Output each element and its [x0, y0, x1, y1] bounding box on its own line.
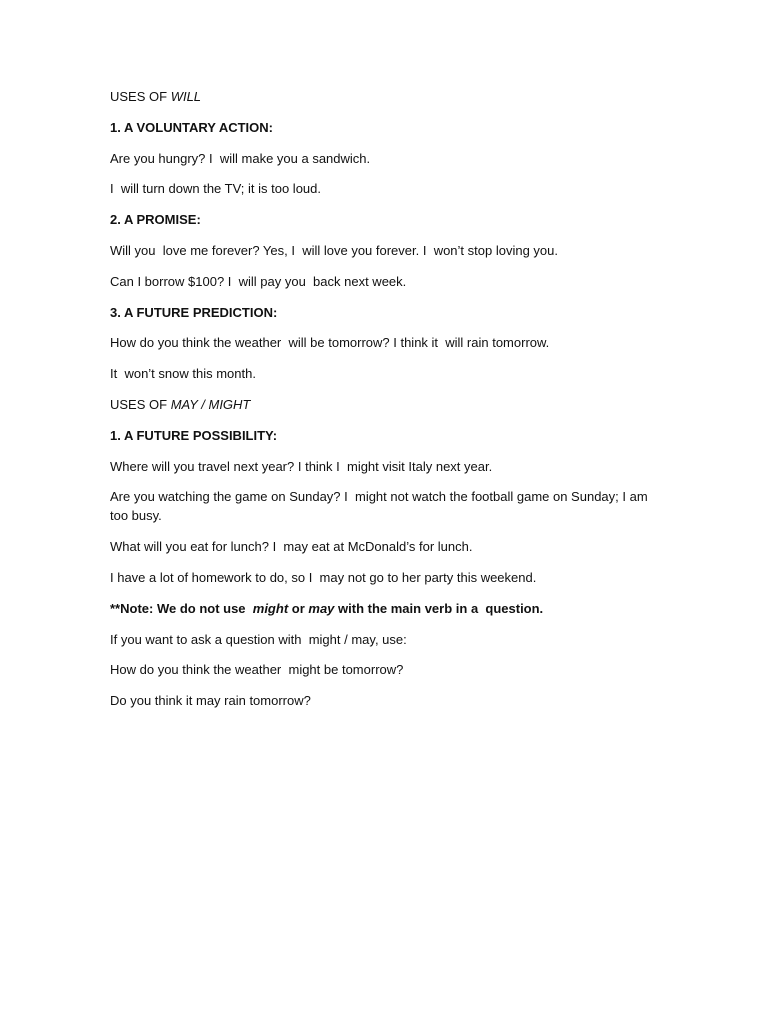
example-sentence: Are you hungry? I will make you a sandwich.: [110, 150, 371, 166]
note-text: or: [288, 600, 309, 616]
heading-prefix: USES OF: [110, 89, 171, 104]
section-title-future-possibility: 1. A FUTURE POSSIBILITY:: [110, 427, 278, 443]
heading-word: WILL: [170, 89, 202, 104]
section-title-future-prediction: 3. A FUTURE PREDICTION:: [110, 304, 278, 320]
note-text: with the main verb in a question.: [334, 600, 544, 616]
heading-uses-of-may-might: [110, 395, 658, 414]
heading-uses-of-will: [110, 87, 658, 106]
example-sentence: Can I borrow $100? I will pay you back next week.: [110, 273, 407, 289]
note-emphasis-might: might: [252, 600, 289, 616]
document-body: [110, 87, 658, 722]
example-sentence: Will you love me forever? Yes, I will love you forever. I won’t stop loving you.: [110, 242, 558, 258]
example-sentence: What will you eat for lunch? I may eat at McDonald’s for lunch.: [110, 539, 473, 555]
note-text: **Note: We do not use: [110, 600, 253, 616]
example-sentence: I have a lot of homework to do, so I may not go to her party this weekend.: [110, 569, 537, 585]
example-sentence: How do you think the weather might be tomorrow?: [110, 662, 404, 678]
example-sentence: Do you think it may rain tomorrow?: [110, 693, 311, 709]
example-sentence: It won’t snow this month.: [110, 366, 256, 382]
section-title-promise: 2. A PROMISE:: [110, 212, 201, 228]
example-sentence: Where will you travel next year? I think I might visit Italy next year.: [110, 458, 493, 474]
example-sentence: I will turn down the TV; it is too loud.: [110, 181, 321, 197]
note-instruction: If you want to ask a question with might / may, use:: [110, 631, 407, 647]
section-title-voluntary-action: 1. A VOLUNTARY ACTION:: [110, 119, 273, 135]
heading-prefix: USES OF: [110, 396, 171, 412]
heading-word: MAY / MIGHT: [170, 396, 251, 412]
example-sentence: How do you think the weather will be tomorrow? I think it will rain tomorrow.: [110, 335, 550, 351]
note-line: [110, 599, 658, 618]
example-sentence: Are you watching the game on Sunday? I might not watch the football game on Sunday; I am too busy.: [110, 489, 652, 524]
note-emphasis-may: may: [308, 600, 335, 616]
